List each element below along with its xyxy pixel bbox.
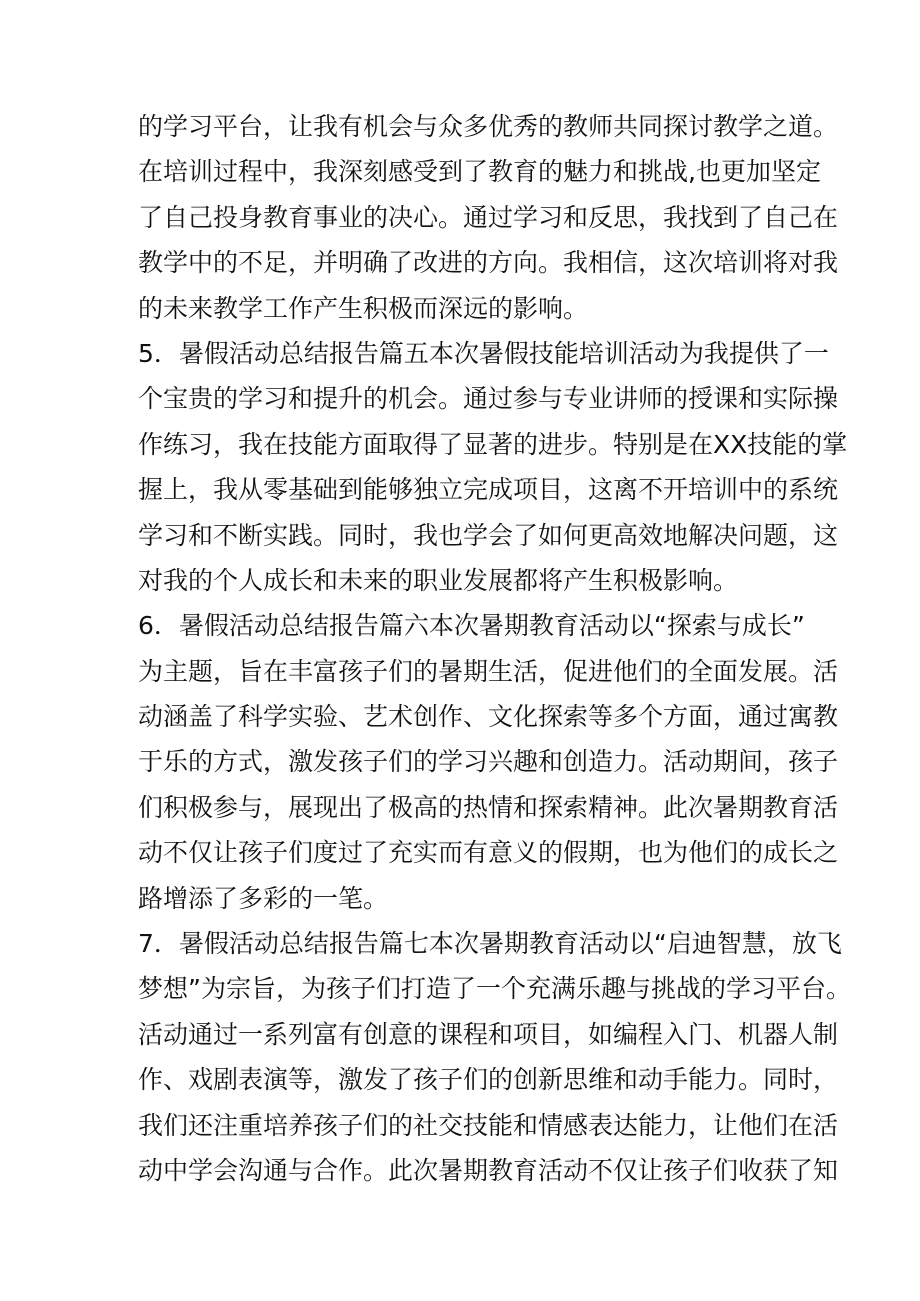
text-line: 个宝贵的学习和提升的机会。通过参与专业讲师的授课和实际操 xyxy=(138,384,839,414)
text-line: 路增添了多彩的一笔。 xyxy=(138,883,389,913)
text-line: 动不仅让孩子们度过了充实而有意义的假期，也为他们的成长之 xyxy=(138,838,839,868)
text-line: 为主题，旨在丰富孩子们的暑期生活，促进他们的全面发展。活 xyxy=(138,656,839,686)
text-line: 的学习平台，让我有机会与众多优秀的教师共同探讨教学之道。 xyxy=(138,112,839,141)
text-line: 我们还注重培养孩子们的社交技能和情感表达能力，让他们在活 xyxy=(138,1110,839,1140)
text-line: 们积极参与，展现出了极高的热情和探索精神。此次暑期教育活 xyxy=(138,792,839,822)
text-line: 活动通过一系列富有创意的课程和项目，如编程入门、机器人制 xyxy=(138,1019,839,1049)
text-line: 梦想”为宗旨，为孩子们打造了一个充满乐趣与挑战的学习平台。 xyxy=(138,974,851,1004)
document-body-text xyxy=(138,104,851,1193)
text-line: 作、戏剧表演等，激发了孩子们的创新思维和动手能力。同时， xyxy=(138,1065,839,1095)
text-line: 动涵盖了科学实验、艺术创作、文化探索等多个方面，通过寓教 xyxy=(138,702,839,732)
text-line: 教学中的不足，并明确了改进的方向。我相信，这次培训将对我 xyxy=(138,248,839,278)
text-line: 6．暑假活动总结报告篇六本次暑期教育活动以“探索与成长” xyxy=(138,611,805,641)
text-line: 握上，我从零基础到能够独立完成项目，这离不开培训中的系统 xyxy=(138,475,839,505)
text-line: 对我的个人成长和未来的职业发展都将产生积极影响。 xyxy=(138,565,739,595)
text-line: 作练习，我在技能方面取得了显著的进步。特别是在XX技能的掌 xyxy=(138,429,848,459)
text-line: 在培训过程中，我深刻感受到了教育的魅力和挑战,也更加坚定 xyxy=(138,157,821,187)
text-line: 的未来教学工作产生积极而深远的影响。 xyxy=(138,293,589,323)
text-line: 学习和不断实践。同时，我也学会了如何更高效地解决问题，这 xyxy=(138,520,839,550)
text-line: 了自己投身教育事业的决心。通过学习和反思，我找到了自己在 xyxy=(138,202,839,232)
text-line: 于乐的方式，激发孩子们的学习兴趣和创造力。活动期间，孩子 xyxy=(138,747,839,777)
text-line: 7．暑假活动总结报告篇七本次暑期教育活动以“启迪智慧，放飞 xyxy=(138,929,842,959)
text-line: 动中学会沟通与合作。此次暑期教育活动不仅让孩子们收获了知 xyxy=(138,1155,839,1185)
text-line: 5．暑假活动总结报告篇五本次暑假技能培训活动为我提供了一 xyxy=(138,338,829,368)
